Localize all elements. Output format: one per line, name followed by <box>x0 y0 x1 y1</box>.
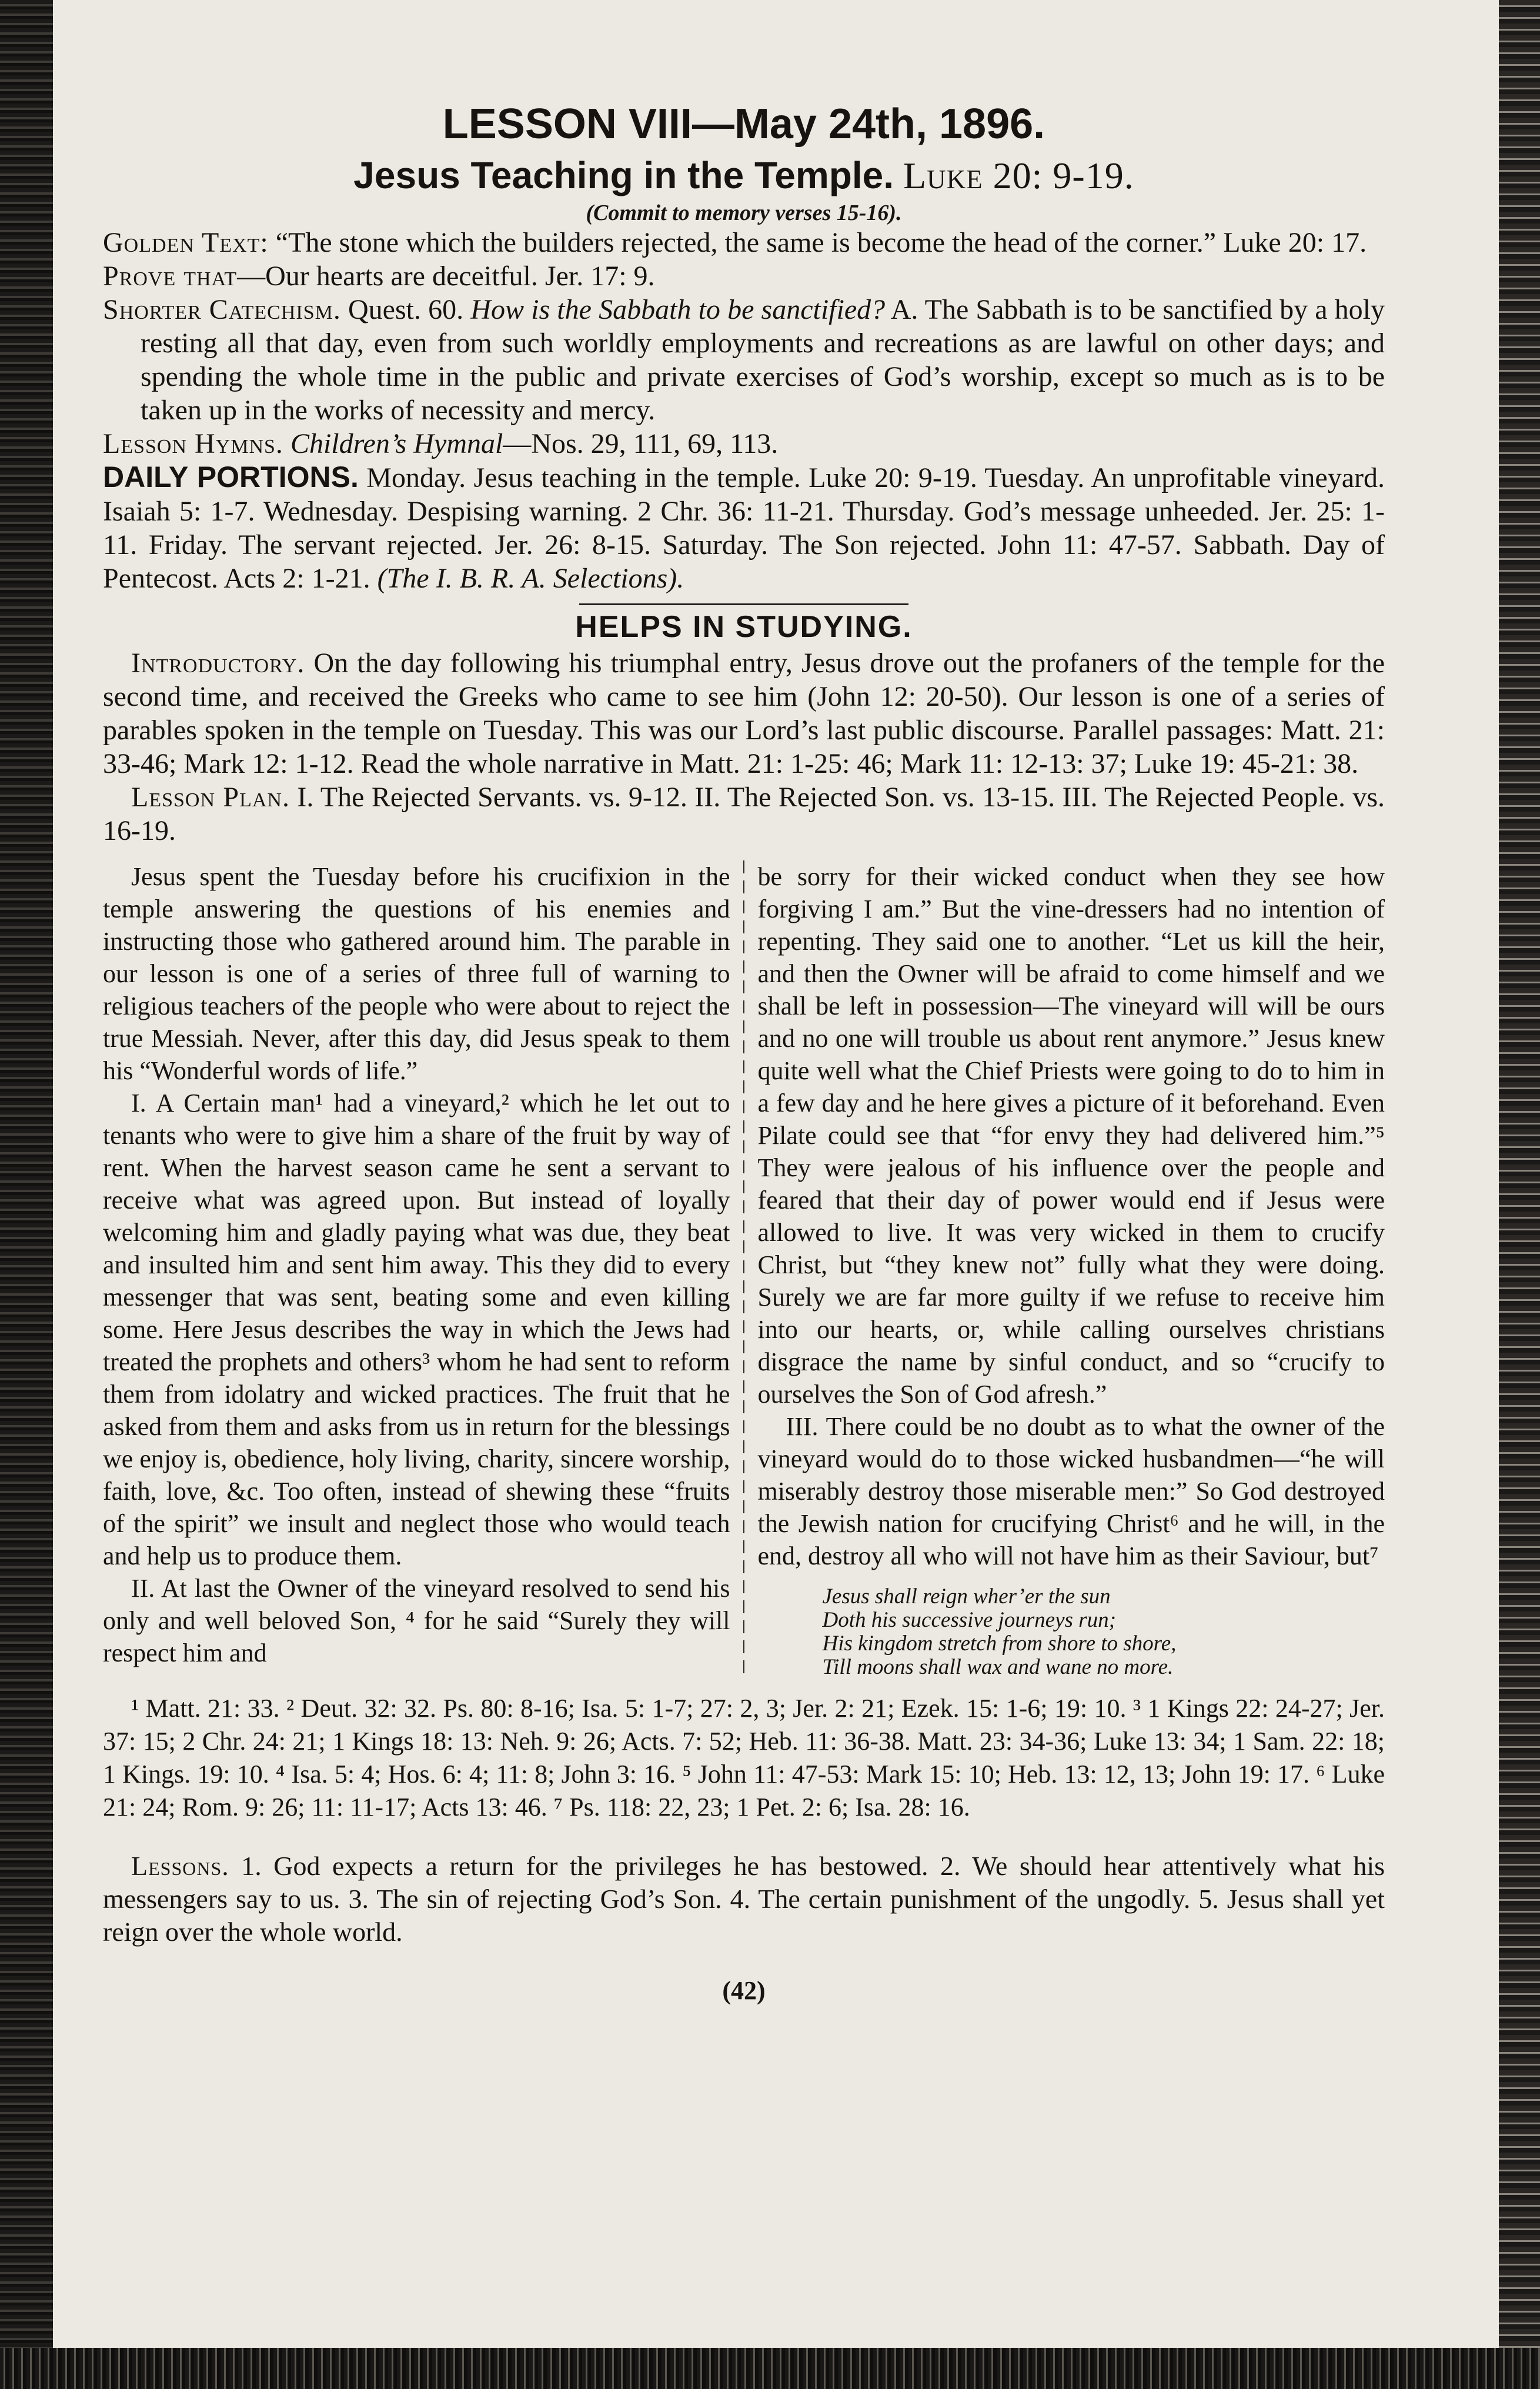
hymns-label: Lesson Hymns. <box>103 428 283 459</box>
lesson-subtitle-main: Jesus Teaching in the Temple. <box>353 154 894 196</box>
catechism-question: How is the Sabbath to be sanctified? <box>470 294 886 325</box>
golden-text-label: Golden Text: <box>103 227 269 258</box>
right-paragraph: be sorry for their wicked conduct when they see how forgiving I am.” But the vine-dressers had no intention of repenting. They said one to another. “Let us kill the heir, and then the Owner will be afraid to come himself and we shall be left in possession—The vineyard will will be ours and no one will trouble us about rent anymore.” Jesus knew quite well what the Chief Priests were going to do to him in a few day and he here gives a picture of it beforehand. Even Pilate could see that “for envy they had delivered him.”⁵ They were jealous of his influence over the people and feared that their day of power would end if Jesus were allowed to live. It was very wicked in them to crucify Christ, but “they knew not” fully what they were doing. Surely we are far more guilty if we refuse to receive him into our hearts, or, while calling ourselves christians disgrace the name by sinful conduct, and so “crucify to ourselves the Son of God afresh.” <box>757 862 1385 1409</box>
hymn-line: His kingdom stretch from shore to shore, <box>822 1631 1177 1656</box>
catechism-label: Shorter Catechism. <box>103 294 341 325</box>
catechism-answer: A. The Sabbath is to be sanctified by a holy resting all that day, even from such worldly employments and recreations as are lawful on other days; and spending the whole time in the public and private exercises of God’s worship, except so much as is to be taken up in the works of necessity and mercy. <box>141 294 1385 426</box>
introductory-body: On the day following his triumphal entry, Jesus drove out the profaners of the temple for the second time, and received the Greeks who came to see him (John 12: 20-50). Our lesson is one of a series of parables spoken in the temple on Tuesday. This was our Lord’s last public discourse. Parallel passages: Matt. 21: 33-46; Mark 12: 1-12. Read the whole narrative in Matt. 21: 1-25: 46; Mark 11: 12-13: 37; Luke 19: 45-21: 38. <box>103 648 1385 779</box>
page-number: (42) <box>722 1976 766 2005</box>
right-paragraph: III. There could be no doubt as to what the owner of the vineyard would do to those wicked husbandmen—“he will miserably destroy those miserable men:” So God destroyed the Jewish nation for crucifying Christ⁶ and he will, in the end, destroy all who will not have him as their Saviour, but⁷ <box>757 1412 1385 1570</box>
introductory <box>103 646 1385 780</box>
lessons <box>103 1850 1385 1948</box>
two-column-body <box>103 860 1385 1679</box>
prove-that-body: —Our hearts are deceitful. Jer. 17: 9. <box>237 261 655 292</box>
hymns-numbers: —Nos. 29, 111, 69, 113. <box>503 428 779 459</box>
daily-portions-label: DAILY PORTIONS. <box>103 461 359 493</box>
scan-edge-bottom <box>0 2348 1540 2389</box>
daily-portions-selections: (The I. B. R. A. Selections). <box>377 563 684 594</box>
catechism-quest: Quest. 60. <box>348 294 464 325</box>
memory-verses-note: (Commit to memory verses 15-16). <box>586 201 902 225</box>
lesson-subtitle-ref: Luke 20: 9-19. <box>903 155 1134 196</box>
scan-edge-right <box>1499 0 1540 2389</box>
introductory-label: Introductory. <box>131 648 305 679</box>
hymn-line: Till moons shall wax and wane no more. <box>822 1655 1174 1679</box>
lesson-plan <box>103 780 1385 848</box>
left-paragraph: II. At last the Owner of the vineyard resolved to send his only and well beloved Son, ⁴ for he said “Surely they will respect him and <box>103 1574 730 1667</box>
prove-that-label: Prove that <box>103 261 238 292</box>
daily-portions-body: Monday. Jesus teaching in the temple. Luke 20: 9-19. Tuesday. An unprofitable vineyard. Isaiah 5: 1-7. Wednesday. Despising warning. 2 Chr. 36: 11-21. Thursday. God’s message unheeded. Jer. 25: 1-11. Friday. The servant rejected. Jer. 26: 8-15. Saturday. The Son rejected. John 11: 47-57. Sabbath. Day of Pentecost. Acts 2: 1-21. <box>103 462 1385 594</box>
scan-edge-left <box>0 0 53 2389</box>
left-paragraph: Jesus spent the Tuesday before his crucifixion in the temple answering the questions of his enemies and instructing those who gathered around him. The parable in our lesson is one of a series of three full of warning to religious teachers of the people who were about to reject the true Messiah. Never, after this day, did Jesus speak to them his “Wonderful words of life.” <box>103 862 730 1085</box>
golden-text <box>103 226 1385 259</box>
hymns-book: Children’s Hymnal <box>290 428 503 459</box>
left-column <box>103 860 730 1679</box>
hymn-line: Doth his successive journeys run; <box>822 1608 1116 1632</box>
hymn-line: Jesus shall reign wher’er the sun <box>822 1584 1111 1609</box>
hymn-verse <box>822 1585 1385 1679</box>
prove-that <box>103 259 1385 293</box>
lesson-plan-body: I. The Rejected Servants. vs. 9-12. II. The Rejected Son. vs. 13-15. III. The Rejected People. vs. 16-19. <box>103 782 1385 846</box>
shorter-catechism <box>103 293 1385 427</box>
lesson-plan-label: Lesson Plan. <box>131 782 290 813</box>
section-rule <box>579 603 908 605</box>
lessons-body: 1. God expects a return for the privileges he has bestowed. 2. We should hear attentively what his messengers say to us. 3. The sin of rejecting God’s Son. 4. The certain punishment of the ungodly. 5. Jesus shall yet reign over the whole world. <box>103 1851 1385 1947</box>
scripture-references: ¹ Matt. 21: 33. ² Deut. 32: 32. Ps. 80: 8-16; Isa. 5: 1-7; 27: 2, 3; Jer. 2: 21; Ezek. 15: 1-6; 19: 10. ³ 1 Kings 22: 24-27; Jer. 37: 15; 2 Chr. 24: 21; 1 Kings 18: 13: Neh. 9: 26; Acts. 7: 52; Heb. 11: 36-38. Matt. 23: 34-36; Luke 13: 34; 1 Sam. 22: 18; 1 Kings. 19: 10. ⁴ Isa. 5: 4; Hos. 6: 4; 11: 8; John 3: 16. ⁵ John 11: 47-53: Mark 15: 10; Heb. 13: 12, 13; John 19: 17. ⁶ Luke 21: 24; Rom. 9: 26; 11: 11-17; Acts 13: 46. ⁷ Ps. 118: 22, 23; 1 Pet. 2: 6; Isa. 28: 16. <box>103 1694 1385 1821</box>
golden-text-body: “The stone which the builders rejected, the same is become the head of the corner.” Luke 20: 17. <box>275 227 1367 258</box>
lesson-title: LESSON VIII—May 24th, 1896. <box>442 101 1045 148</box>
right-column <box>757 860 1385 1679</box>
daily-portions <box>103 461 1385 595</box>
lesson-hymns <box>103 427 1385 461</box>
left-paragraph: I. A Certain man¹ had a vineyard,² which he let out to tenants who were to give him a share of the fruit by way of rent. When the harvest season came he sent a servant to receive what was agreed upon. But instead of loyally welcoming him and gladly paying what was due, they beat and insulted him and sent him away. This they did to every messenger that was sent, beating some and even killing some. Here Jesus describes the way in which the Jews had treated the prophets and others³ whom he had sent to reform them from idolatry and wicked practices. The fruit that he asked from them and asks from us in return for the blessings we enjoy is, obedience, holy living, charity, sincere worship, faith, love, &c. Too often, instead of shewing these “fruits of the spirit” we insult and neglect those who would teach and help us to produce them. <box>103 1089 730 1570</box>
lessons-label: Lessons. <box>131 1851 229 1881</box>
column-divider <box>743 860 745 1679</box>
lesson-subtitle <box>103 151 1385 200</box>
helps-heading: HELPS IN STUDYING. <box>575 610 913 644</box>
document-page <box>103 97 1385 2006</box>
